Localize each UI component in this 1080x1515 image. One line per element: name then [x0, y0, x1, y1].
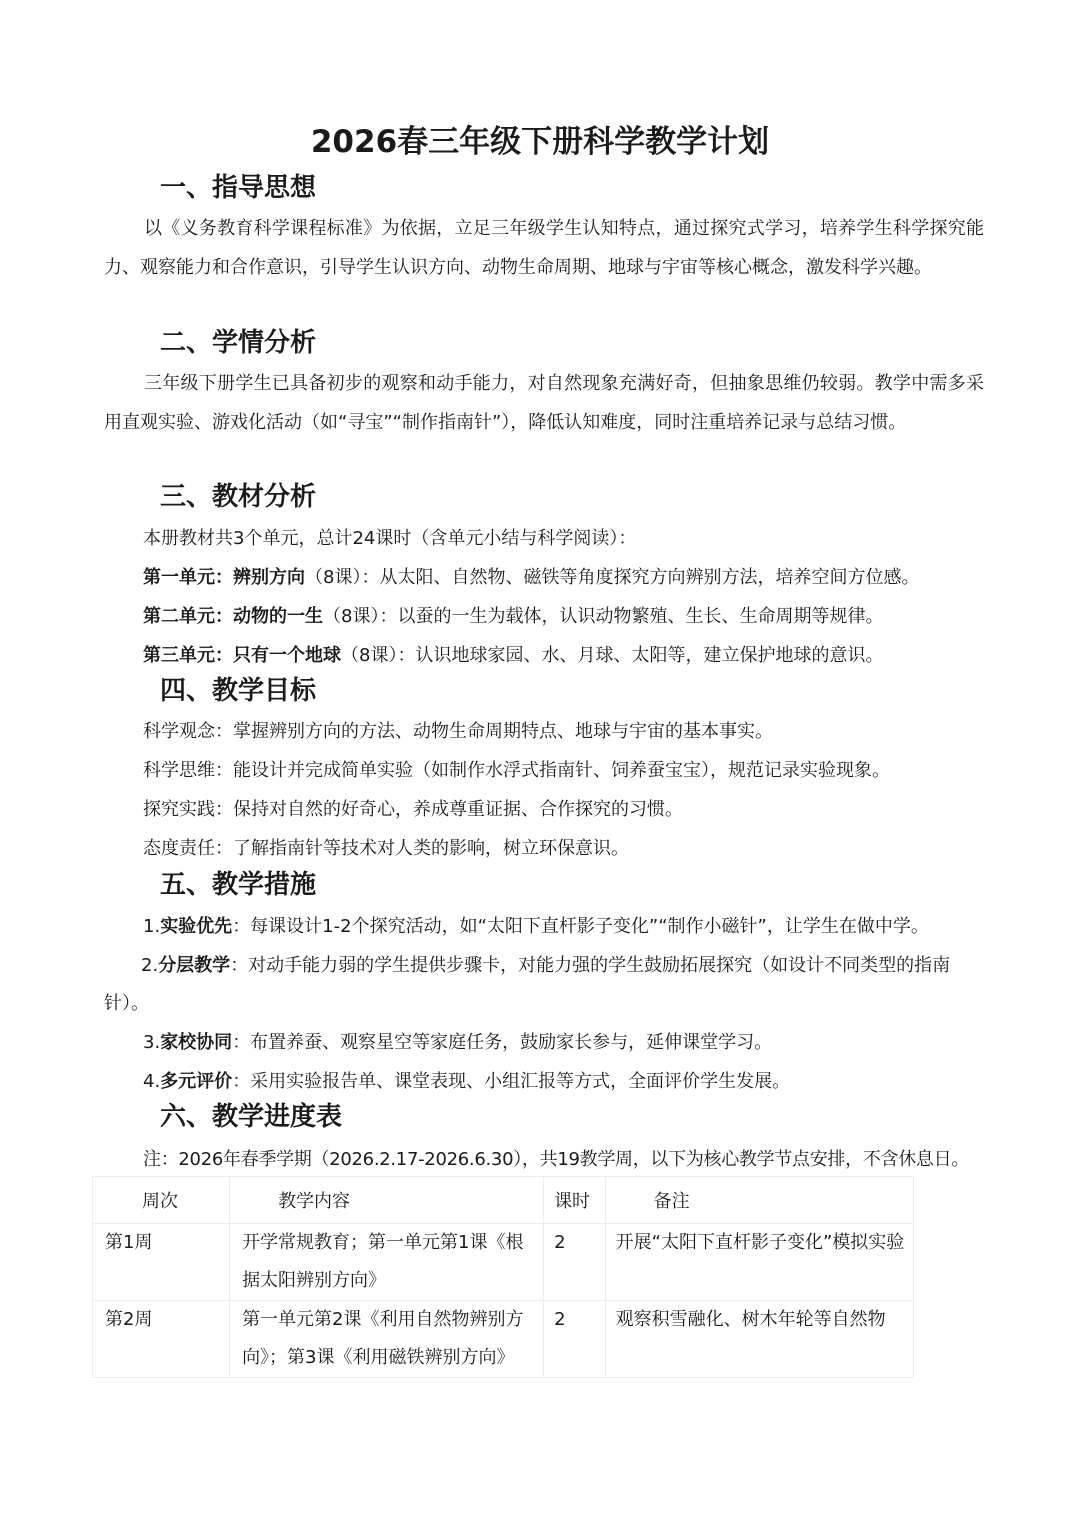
measure-label: 分层教学	[158, 955, 231, 976]
schedule-table	[92, 1176, 914, 1378]
measure-label: 家校协同	[160, 1032, 233, 1053]
measure-text: ：布置养蚕、观察星空等家庭任务，鼓励家长参与，延伸课堂学习。	[232, 1032, 773, 1053]
header-remark: 备注	[605, 1177, 913, 1224]
unit-label: 第一单元：	[143, 567, 233, 588]
goal-item: 态度责任：了解指南针等技术对人类的影响，树立环保意识。	[143, 838, 629, 859]
cell-remark: 观察积雪融化、树木年轮等自然物	[605, 1301, 913, 1378]
goal-item: 探究实践：保持对自然的好奇心，养成尊重证据、合作探究的习惯。	[143, 799, 683, 820]
unit-hours: （8课）	[323, 606, 380, 627]
table-row	[93, 1224, 914, 1301]
section-heading-teaching-measures: 五、教学措施	[160, 870, 317, 900]
section-heading-schedule: 六、教学进度表	[160, 1102, 343, 1132]
schedule-note: 注：2026年春季学期（2026.2.17-2026.6.30），共19教学周，以下为核心教学节点安排，不含休息日。	[143, 1149, 970, 1170]
unit-line	[143, 603, 883, 631]
unit-hours: （8课）	[341, 645, 398, 666]
page-title: 2026春三年级下册科学教学计划	[310, 124, 770, 160]
cell-hours: 2	[544, 1301, 606, 1378]
unit-name: 辨别方向	[233, 567, 305, 588]
measure-number: 4.	[143, 1071, 161, 1092]
unit-line	[143, 642, 883, 670]
unit-description: ：从太阳、自然物、磁铁等角度探究方向辨别方法，培养空间方位感。	[361, 567, 920, 588]
measure-label: 多元评价	[160, 1071, 233, 1092]
header-content: 教学内容	[230, 1177, 544, 1224]
table-row	[93, 1301, 914, 1378]
measure-number: 1.	[143, 916, 161, 937]
section-heading-student-analysis: 二、学情分析	[160, 328, 317, 358]
unit-name: 只有一个地球	[233, 645, 341, 666]
textbook-intro: 本册教材共3个单元，总计24课时（含单元小结与科学阅读）：	[143, 528, 637, 549]
unit-line	[143, 564, 919, 592]
cell-remark: 开展“太阳下直杆影子变化”模拟实验	[605, 1224, 913, 1301]
measure-text: ：每课设计1-2个探究活动，如“太阳下直杆影子变化”“制作小磁针”，让学生在做中学。	[232, 916, 929, 937]
header-week: 周次	[93, 1177, 230, 1224]
cell-week: 第2周	[93, 1301, 230, 1378]
measure-number: 2.	[141, 955, 159, 976]
unit-label: 第二单元：	[143, 606, 233, 627]
measure-item	[104, 947, 984, 1023]
unit-hours: （8课）	[305, 567, 362, 588]
unit-description: ：以蚕的一生为载体，认识动物繁殖、生长、生命周期等规律。	[379, 606, 884, 627]
table-header-row	[93, 1177, 914, 1224]
measure-item	[143, 913, 929, 941]
cell-content: 开学常规教育；第一单元第1课《根据太阳辨别方向》	[230, 1224, 544, 1301]
guiding-thought-paragraph: 以《义务教育科学课程标准》为依据，立足三年级学生认知特点，通过探究式学习，培养学生科学探究能力、观察能力和合作意识，引导学生认识方向、动物生命周期、地球与宇宙等核心概念，激发科学兴趣。	[104, 218, 984, 278]
section-heading-teaching-goals: 四、教学目标	[160, 676, 317, 706]
student-analysis-paragraph: 三年级下册学生已具备初步的观察和动手能力，对自然现象充满好奇，但抽象思维仍较弱。教学中需多采用直观实验、游戏化活动（如“寻宝”“制作指南针”），降低认知难度，同时注重培养记录与总结习惯。	[104, 373, 984, 433]
cell-content: 第一单元第2课《利用自然物辨别方向》；第3课《利用磁铁辨别方向》	[230, 1301, 544, 1378]
unit-name: 动物的一生	[233, 606, 323, 627]
goal-item: 科学思维：能设计并完成简单实验（如制作水浮式指南针、饲养蚕宝宝），规范记录实验现象。	[143, 760, 890, 781]
unit-label: 第三单元：	[143, 645, 233, 666]
measure-number: 3.	[143, 1032, 161, 1053]
measure-item	[143, 1068, 790, 1096]
cell-week: 第1周	[93, 1224, 230, 1301]
unit-description: ：认识地球家园、水、月球、太阳等，建立保护地球的意识。	[397, 645, 884, 666]
measure-text: ：对动手能力弱的学生提供步骤卡，对能力强的学生鼓励拓展探究（如设计不同类型的指南针）。	[104, 955, 951, 1014]
cell-hours: 2	[544, 1224, 606, 1301]
header-hours: 课时	[544, 1177, 606, 1224]
section-heading-textbook-analysis: 三、教材分析	[160, 482, 317, 512]
goal-item: 科学观念：掌握辨别方向的方法、动物生命周期特点、地球与宇宙的基本事实。	[143, 721, 773, 742]
section-heading-guiding-thought: 一、指导思想	[160, 173, 317, 203]
measure-text: ：采用实验报告单、课堂表现、小组汇报等方式，全面评价学生发展。	[232, 1071, 791, 1092]
measure-item	[143, 1029, 772, 1057]
measure-label: 实验优先	[160, 916, 233, 937]
